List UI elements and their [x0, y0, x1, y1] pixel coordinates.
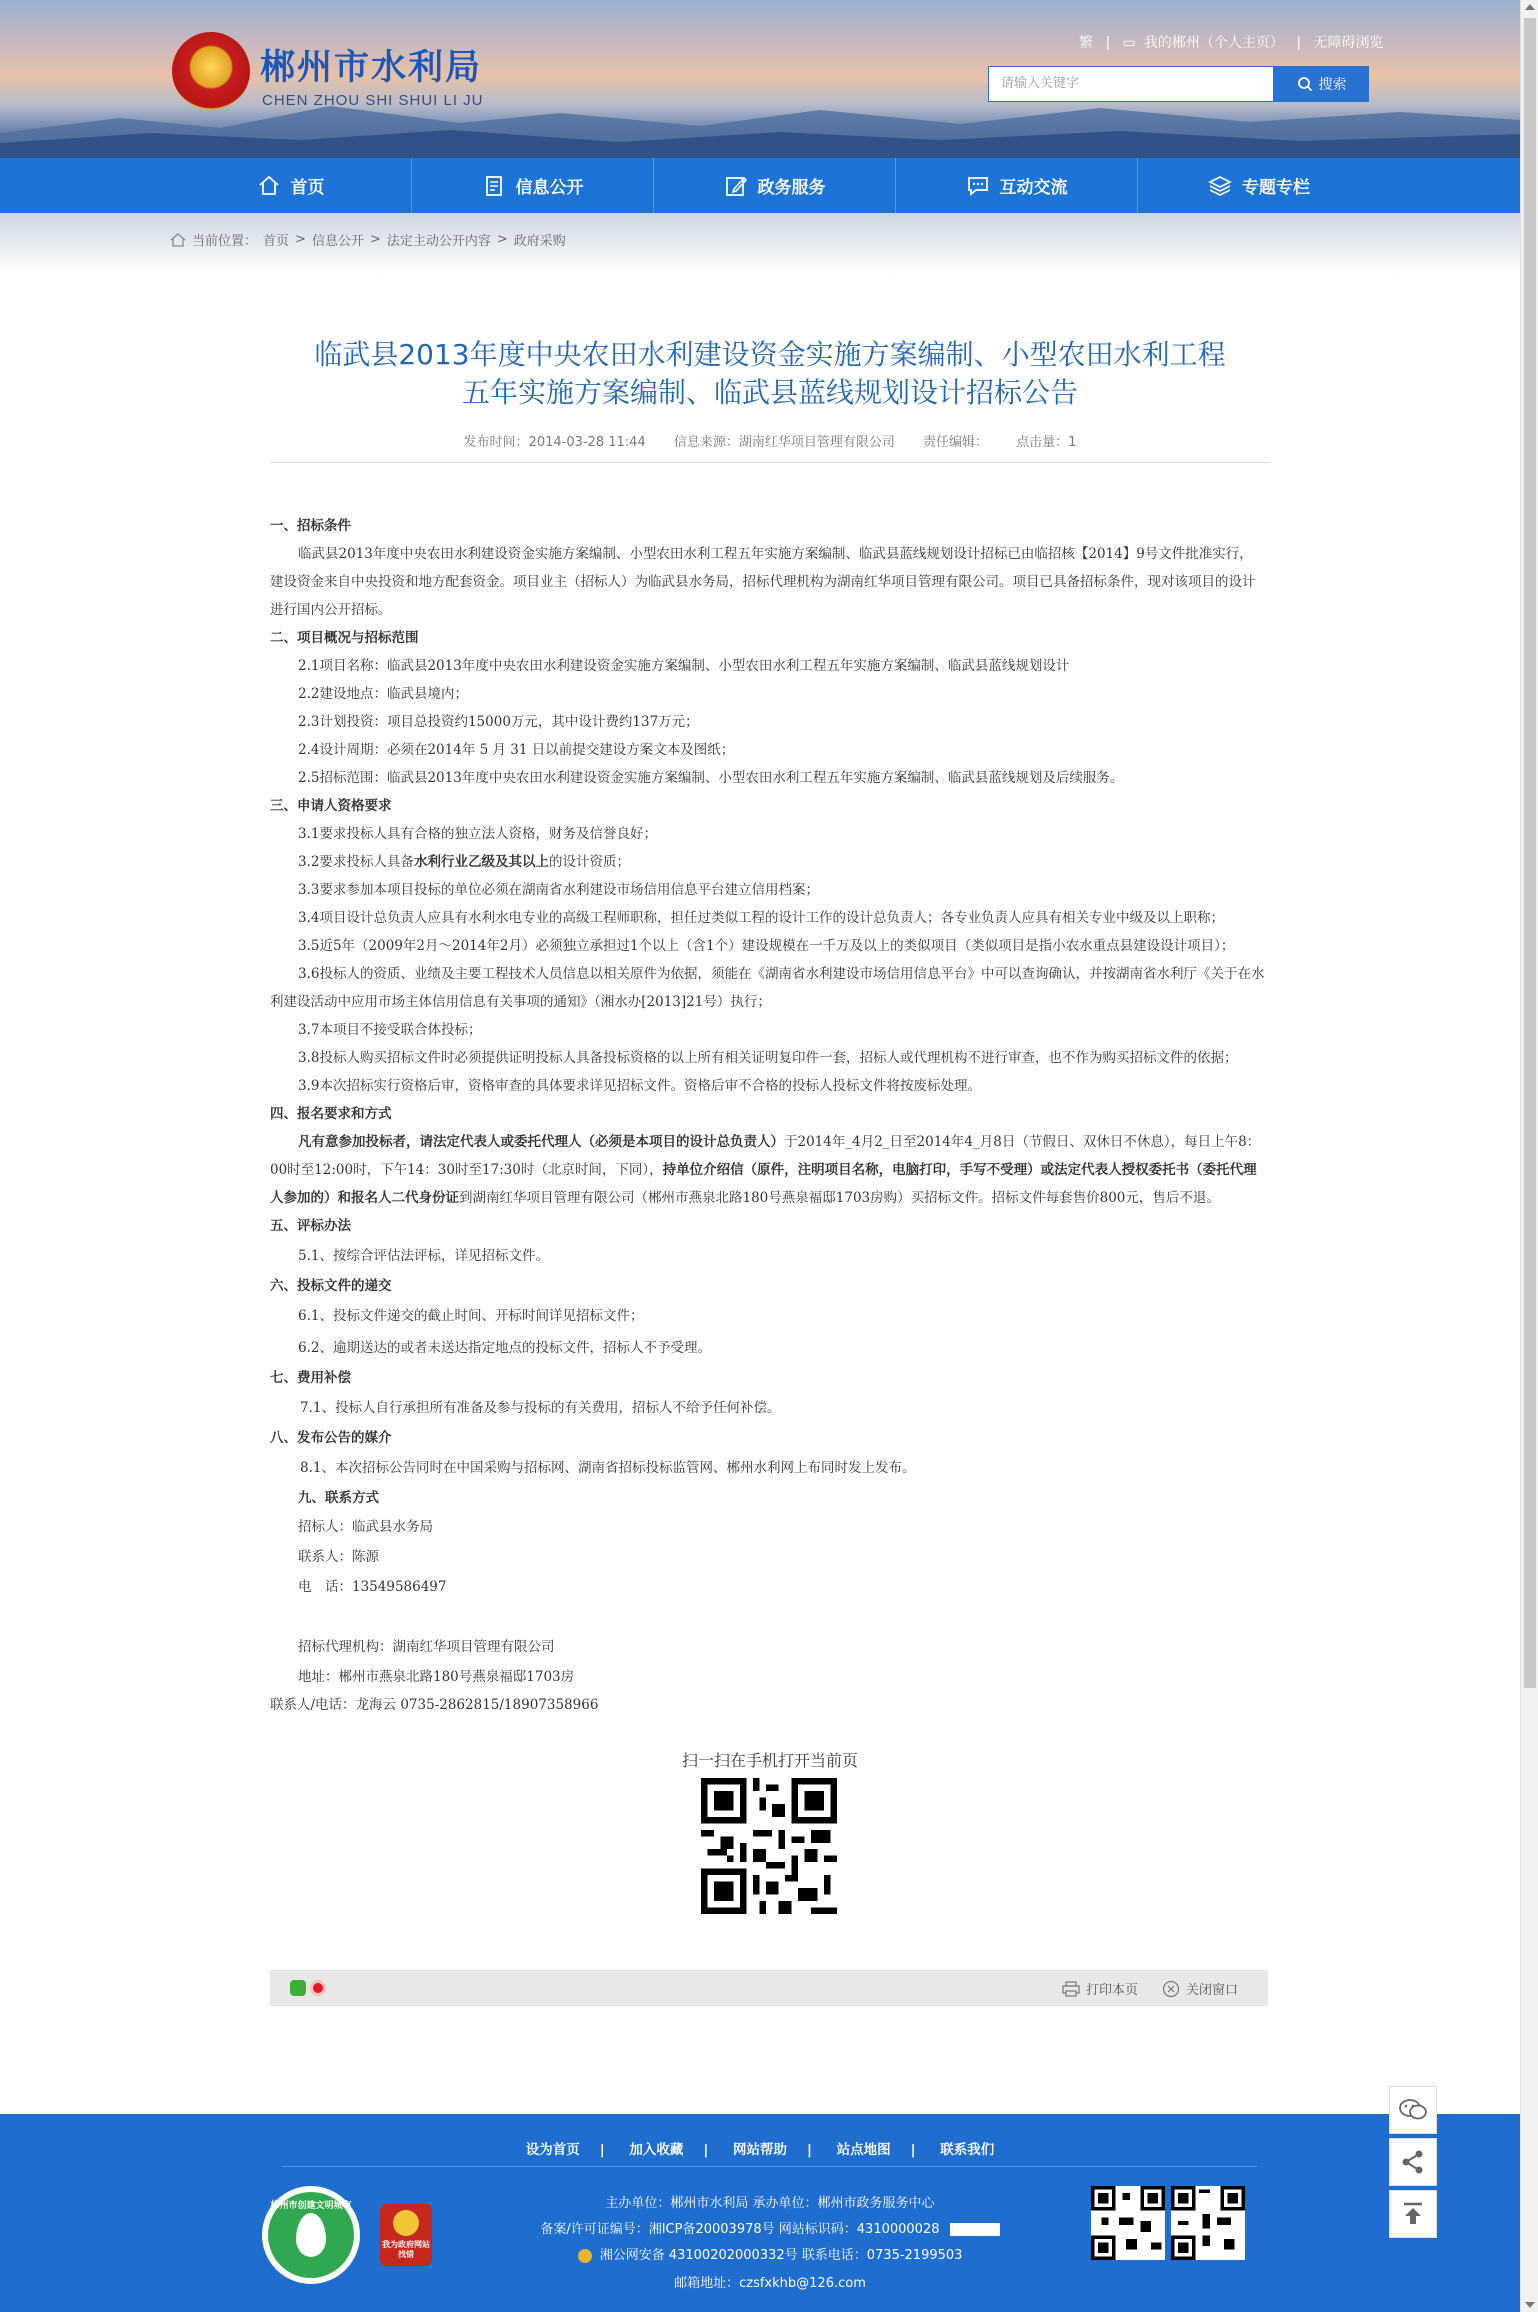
- back-to-top-button[interactable]: [1389, 2190, 1437, 2238]
- traditional-chinese-link[interactable]: 繁: [1079, 35, 1093, 51]
- nav-home[interactable]: 首页: [170, 158, 412, 213]
- footer-email: 邮箱地址：czsfxkhb@126.com: [674, 2276, 866, 2291]
- breadcrumb-statutory[interactable]: 法定主动公开内容: [386, 234, 491, 249]
- section-heading: 三、申请人资格要求: [270, 798, 392, 814]
- divider: [270, 462, 1270, 463]
- article-body: [270, 512, 1265, 1718]
- info-source: 信息来源：湖南红华项目管理有限公司: [673, 435, 895, 450]
- police-badge-icon: [578, 2249, 592, 2263]
- publish-time: 发布时间：2014-03-28 11:44: [463, 435, 646, 450]
- footer-qr-code-wechat: [1091, 2186, 1165, 2260]
- footer-sponsor: 主办单位：郴州市水利局 承办单位：郴州市政务服务中心: [605, 2196, 935, 2211]
- monitor-icon: ▭: [1122, 35, 1136, 51]
- footer-divider: [282, 2166, 1257, 2167]
- weibo-share-icon[interactable]: [310, 1980, 326, 1996]
- footer-link-favorite[interactable]: 加入收藏: [629, 2142, 684, 2158]
- editor: 责任编辑：: [923, 435, 989, 450]
- footer-link-help[interactable]: 网站帮助: [733, 2142, 787, 2158]
- wechat-share-icon[interactable]: [290, 1980, 306, 1996]
- contact-person: 联系人：陈源: [298, 1549, 379, 1565]
- section-heading: 四、报名要求和方式: [270, 1106, 392, 1122]
- edit-icon: [724, 174, 748, 198]
- share-icon: [1399, 2148, 1427, 2176]
- paragraph: 6.1、投标文件递交的截止时间、开标时间详见招标文件；: [298, 1308, 644, 1324]
- contact-agency: 招标代理机构：湖南红华项目管理有限公司: [298, 1639, 555, 1655]
- section-heading: 五、评标办法: [270, 1218, 351, 1234]
- footer-icp: 备案/许可证编号：湘ICP备20003978号 网站标识码：4310000028: [500, 2218, 1040, 2237]
- paragraph: 临武县2013年度中央农田水利建设资金实施方案编制、小型农田水利工程五年实施方案编制、临武县蓝线规划设计招标已由临招核【2014】9号文件批准实行，建设资金来自中央投资和地方配套资金。项目业主（招标人）为临武县水务局，招标代理机构为湖南红华项目管理有限公司。项目已具备招标条件，现对该项目的设计进行国内公开招标。: [270, 546, 1256, 618]
- nav-gov-service[interactable]: 政务服务: [654, 158, 896, 213]
- leaf-icon: [296, 2213, 326, 2257]
- arrow-up-icon: [1400, 2201, 1426, 2227]
- share-bar: [270, 1970, 1268, 2006]
- search-button-label: 搜索: [1318, 77, 1347, 93]
- footer-link-sitemap[interactable]: 站点地图: [836, 2142, 891, 2158]
- top-links: 繁 | ▭ 我的郴州（个人主页） | 无障碍浏览: [1079, 35, 1384, 51]
- contact-address: 地址：郴州市燕泉北路180号燕泉福邸1703房: [298, 1669, 575, 1685]
- footer-link-contact[interactable]: 联系我们: [940, 2142, 995, 2158]
- article-meta: [270, 431, 1270, 450]
- scrollbar-thumb[interactable]: [1524, 18, 1536, 1688]
- paragraph: 2.5招标范围：临武县2013年度中央农田水利建设资金实施方案编制、小型农田水利工程五年实施方案编制、临武县蓝线规划及后续服务。: [298, 770, 1124, 786]
- page-scrollbar[interactable]: [1520, 0, 1538, 2312]
- paragraph: 2.2建设地点：临武县境内；: [298, 686, 468, 702]
- my-chenzhou-link[interactable]: 我的郴州（个人主页）: [1143, 35, 1284, 51]
- footer-police: 湘公网安备 43100202000332号 联系电话：0735-2199503: [500, 2244, 1040, 2263]
- paragraph: 5.1、按综合评估法评标，详见招标文件。: [298, 1248, 549, 1264]
- paragraph: 3.7本项目不接受联合体投标；: [298, 1022, 482, 1038]
- section-heading: 一、招标条件: [270, 518, 351, 534]
- national-emblem-logo[interactable]: [172, 32, 250, 110]
- document-icon: [482, 174, 506, 198]
- nav-info-public[interactable]: 信息公开: [412, 158, 654, 213]
- paragraph: 2.1项目名称：临武县2013年度中央农田水利建设资金实施方案编制、小型农田水利工程五年实施方案编制、临武县蓝线规划设计: [298, 658, 1070, 674]
- paragraph: 凡有意参加投标者，请法定代表人或委托代理人（必须是本项目的设计总负责人）于2014年_4月2_日至2014年4_月8日（节假日、双休日不休息），每日上午8：00时至12:00时，下午14：30时至17:30时（北京时间，下同），持单位介绍信（原件，注明项目名称，电脑打印，手写不受理）或法定代表人授权委托书（委托代理人参加的）和报名人二代身份证到湖南红华项目管理有限公司（郴州市燕泉北路180号燕泉福邸1703房购）买招标文件。招标文件每套售价800元，售后不退。: [270, 1134, 1261, 1206]
- breadcrumb-info-public[interactable]: 信息公开: [311, 234, 364, 249]
- wechat-icon: [1398, 2097, 1428, 2123]
- layers-icon: [1208, 174, 1232, 198]
- close-icon: [1162, 1980, 1180, 1998]
- nav-special-topics[interactable]: 专题专栏: [1138, 158, 1380, 213]
- wechat-float-button[interactable]: [1389, 2086, 1437, 2134]
- contact-agency-person: 联系人/电话：龙海云 0735-2862815/18907358966: [270, 1697, 599, 1713]
- breadcrumb-procurement[interactable]: 政府采购: [513, 234, 566, 249]
- breadcrumb-home[interactable]: 首页: [263, 234, 290, 249]
- error-report-emblem-icon: [393, 2210, 419, 2236]
- search-button[interactable]: [1274, 66, 1369, 102]
- breadcrumb: 当前位置： 首页 > 信息公开 > 法定主动公开内容 > 政府采购: [170, 230, 566, 249]
- paragraph: 7.1、投标人自行承担所有准备及参与投标的有关费用，招标人不给予任何补偿。: [300, 1400, 781, 1416]
- click-count: 点击量：1: [1016, 435, 1077, 450]
- close-window-button[interactable]: 关闭窗口: [1162, 1979, 1238, 1998]
- paragraph: 2.4设计周期：必须在2014年 5 月 31 日以前提交建设方案文本及图纸；: [298, 742, 735, 758]
- section-heading: 九、联系方式: [298, 1490, 379, 1506]
- footer-link-set-home[interactable]: 设为首页: [525, 2142, 580, 2158]
- error-report-badge[interactable]: 我为政府网站找错: [380, 2204, 432, 2266]
- qr-code-image: [701, 1778, 837, 1914]
- paragraph: 3.4项目设计总负责人应具有水利水电专业的高级工程师职称，担任过类似工程的设计工作的设计总负责人；各专业负责人应具有相关专业中级及以上职称；: [298, 910, 1224, 926]
- paragraph: 6.2、逾期送达的或者未送达指定地点的投标文件，招标人不予受理。: [298, 1340, 711, 1356]
- search-icon: [1297, 76, 1313, 92]
- contact-phone: 电 话：13549586497: [298, 1579, 447, 1595]
- nav-interaction[interactable]: 互动交流: [896, 158, 1138, 213]
- cnzz-stat-icon[interactable]: [950, 2223, 1000, 2236]
- scroll-down-arrow-icon[interactable]: [1525, 2302, 1535, 2308]
- chat-icon: [966, 174, 990, 198]
- search-input[interactable]: 请输入关键字: [988, 66, 1274, 102]
- section-heading: 七、费用补偿: [270, 1370, 351, 1386]
- section-heading: 二、项目概况与招标范围: [270, 630, 419, 646]
- main-nav: [0, 158, 1520, 213]
- paragraph: 3.6投标人的资质、业绩及主要工程技术人员信息以相关原件为依据，须能在《湖南省水利建设市场信用信息平台》中可以查询确认，并按湖南省水利厅《关于在水利建设活动中应用市场主体信用信息有关事项的通知》（湘水办[2013]21号）执行；: [270, 966, 1265, 1010]
- scroll-up-arrow-icon[interactable]: [1525, 4, 1535, 10]
- footer-links: 设为首页 | 加入收藏 | 网站帮助 | 站点地图 | 联系我们: [525, 2142, 995, 2158]
- footer-qr-code-app: [1171, 2186, 1245, 2260]
- print-page-button[interactable]: 打印本页: [1062, 1979, 1138, 1998]
- article-title: 临武县2013年度中央农田水利建设资金实施方案编制、小型农田水利工程 五年实施方案编制、临武县蓝线规划设计招标公告: [314, 338, 1226, 409]
- share-float-button[interactable]: [1389, 2138, 1437, 2186]
- paragraph: 3.3要求参加本项目投标的单位必须在湖南省水利建设市场信用信息平台建立信用档案；: [298, 882, 819, 898]
- paragraph: 3.5近5年（2009年2月～2014年2月）必须独立承担过1个以上（含1个）建设规模在一千万及以上的类似项目（类似项目是指小农水重点县建设设计项目）；: [298, 938, 1235, 954]
- qr-caption: 扫一扫在手机打开当前页: [681, 1751, 858, 1770]
- paragraph: 3.9本次招标实行资格后审，资格审查的具体要求详见招标文件。资格后审不合格的投标人投标文件将按废标处理。: [298, 1078, 981, 1094]
- paragraph: 3.8投标人购买招标文件时必须提供证明投标人具备投标资格的以上所有相关证明复印件一套，招标人或代理机构不进行审查，也不作为购买招标文件的依据；: [298, 1050, 1238, 1066]
- home-icon: [257, 174, 281, 198]
- civilized-city-badge[interactable]: 郴州市创建文明城市: [262, 2186, 360, 2284]
- paragraph: 8.1、本次招标公告同时在中国采购与招标网、湖南省招标投标监管网、郴州水利网上布同时发上发布。: [300, 1460, 916, 1476]
- home-icon: [170, 233, 186, 247]
- printer-icon: [1062, 1981, 1080, 1997]
- paragraph: 2.3计划投资：项目总投资约15000万元，其中设计费约137万元；: [298, 714, 699, 730]
- paragraph: 3.1要求投标人具有合格的独立法人资格，财务及信誉良好；: [298, 826, 657, 842]
- site-pinyin: CHEN ZHOU SHI SHUI LI JU: [262, 92, 484, 109]
- site-title[interactable]: 郴州市水利局: [260, 48, 483, 88]
- contact-tenderer: 招标人：临武县水务局: [298, 1519, 433, 1535]
- accessibility-link[interactable]: 无障碍浏览: [1313, 35, 1384, 51]
- section-heading: 六、投标文件的递交: [270, 1278, 392, 1294]
- paragraph: 3.2要求投标人具备水利行业乙级及其以上的设计资质；: [298, 854, 630, 870]
- section-heading: 八、发布公告的媒介: [270, 1430, 392, 1446]
